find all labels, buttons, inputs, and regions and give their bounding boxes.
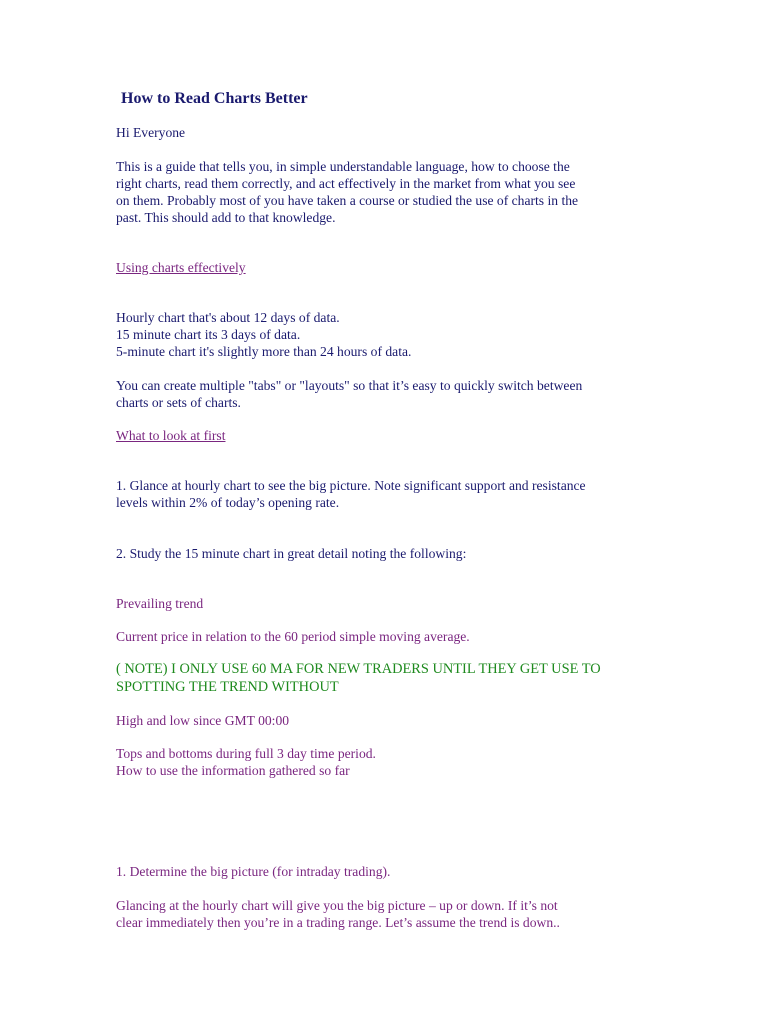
high-low: High and low since GMT 00:00 <box>116 713 290 728</box>
chart-timeframe-line: 15 minute chart its 3 days of data. <box>116 327 301 342</box>
tabs-paragraph <box>116 377 676 411</box>
tabs-line: charts or sets of charts. <box>116 395 241 410</box>
glance-paragraph <box>116 477 676 511</box>
intro-line: on them. Probably most of you have taken a course or studied the use of charts in the <box>116 193 579 208</box>
intro-line: right charts, read them correctly, and act effectively in the market from what you see <box>116 176 576 191</box>
chart-timeframes-list <box>116 309 676 360</box>
document-title: How to Read Charts Better <box>121 90 308 107</box>
tabs-line: You can create multiple "tabs" or "layouts" so that it’s easy to quickly switch between <box>116 378 583 393</box>
determine-paragraph: 1. Determine the big picture (for intraday trading). <box>116 864 391 879</box>
intro-line: This is a guide that tells you, in simple understandable language, how to choose the <box>116 159 570 174</box>
glancing-line: Glancing at the hourly chart will give you the big picture – up or down. If it’s not <box>116 898 558 913</box>
tops-paragraph <box>116 745 676 779</box>
note-line: ( NOTE) I ONLY USE 60 MA FOR NEW TRADERS UNTIL THEY GET USE TO <box>116 661 601 677</box>
glance-line: 1. Glance at hourly chart to see the big picture. Note significant support and resistance <box>116 478 586 493</box>
chart-timeframe-line: Hourly chart that's about 12 days of data. <box>116 310 340 325</box>
glancing-line: clear immediately then you’re in a trading range. Let’s assume the trend is down.. <box>116 915 560 930</box>
intro-paragraph <box>116 158 676 226</box>
heading-look-first[interactable]: What to look at first <box>116 428 226 443</box>
glancing-paragraph <box>116 897 676 931</box>
heading-using-charts[interactable]: Using charts effectively <box>116 260 246 275</box>
greeting: Hi Everyone <box>116 125 186 140</box>
glance-line: levels within 2% of today’s opening rate. <box>116 495 340 510</box>
study-paragraph: 2. Study the 15 minute chart in great detail noting the following: <box>116 546 467 561</box>
tops-line: How to use the information gathered so far <box>116 763 350 778</box>
note-line: SPOTTING THE TREND WITHOUT <box>116 679 339 695</box>
chart-timeframe-line: 5-minute chart it's slightly more than 24 hours of data. <box>116 344 412 359</box>
tops-line: Tops and bottoms during full 3 day time period. <box>116 746 376 761</box>
prevailing-trend: Prevailing trend <box>116 596 204 611</box>
current-price: Current price in relation to the 60 period simple moving average. <box>116 629 470 644</box>
note-paragraph <box>116 660 676 696</box>
intro-line: past. This should add to that knowledge. <box>116 210 336 225</box>
